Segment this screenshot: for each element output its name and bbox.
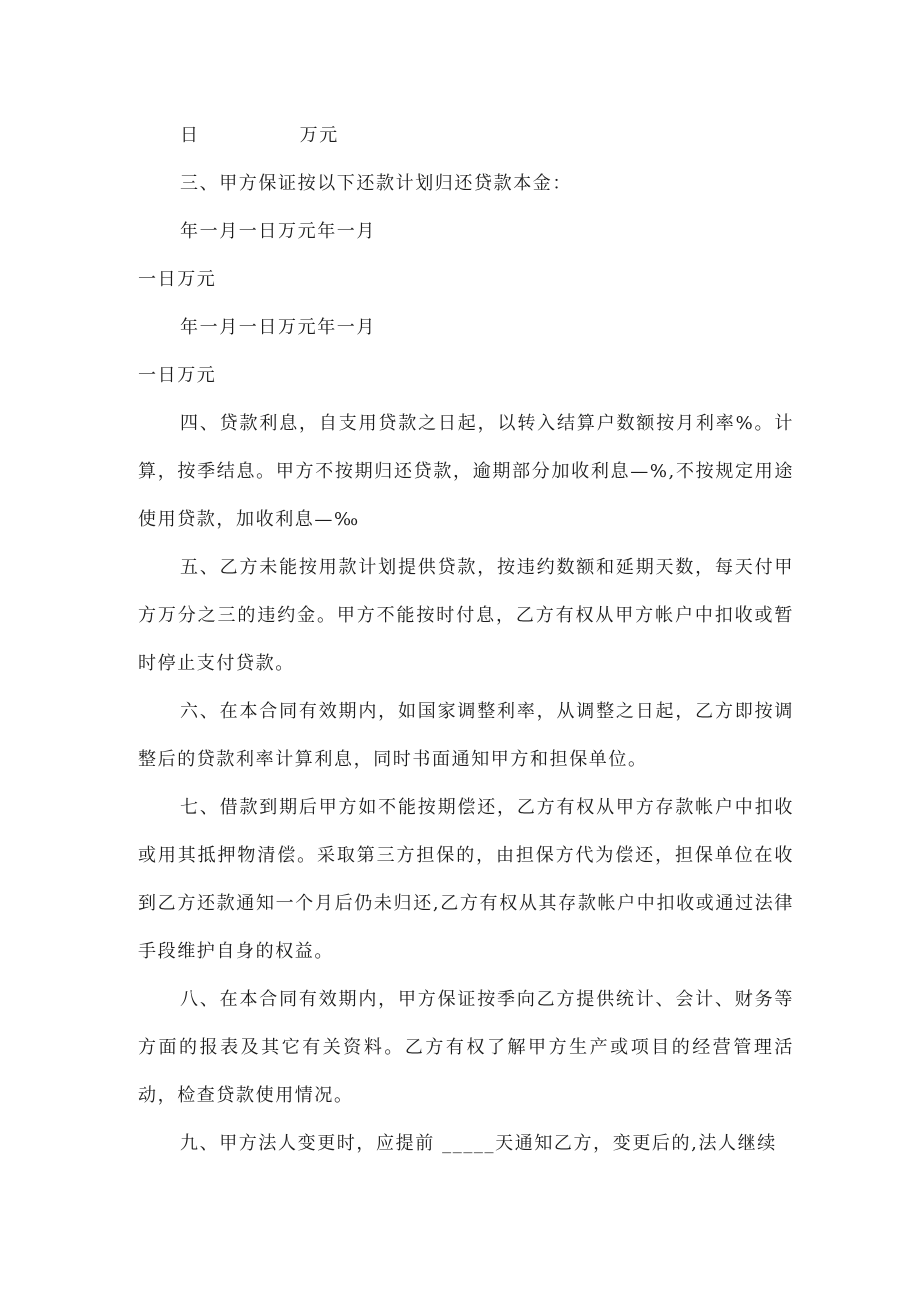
paragraph-6-rate-adjustment: 六、在本合同有效期内，如国家调整利率，从调整之日起，乙方即按调整后的贷款利率计算利息，同时书面通知甲方和担保单位。 [138, 701, 794, 770]
paragraph-7-repayment: 七、借款到期后甲方如不能按期偿还，乙方有权从甲方存款帐户中扣收或用其抵押物清偿。采取第三方担保的，由担保方代为偿还，担保单位在收到乙方还款通知一个月后仍未归还,乙方有权从其存款帐户中扣收或通过法律手段维护自身的权益。 [138, 797, 794, 962]
top-line-day: 日 [180, 125, 200, 146]
schedule-row-1-b: 一日万元 [138, 269, 217, 290]
schedule-row-2-b: 一日万元 [138, 365, 217, 386]
document-page [138, 112, 794, 1168]
top-line-amount: 万元 [299, 125, 339, 146]
paragraph-4-interest: 四、贷款利息，自支用贷款之日起，以转入结算户数额按月利率%。计算，按季结息。甲方不按期归还贷款，逾期部分加收利息—%,不按规定用途使用贷款，加收利息—‰ [138, 413, 794, 530]
paragraph-5-penalty: 五、乙方未能按用款计划提供贷款，按违约数额和延期天数，每天付甲方万分之三的违约金。甲方不能按时付息，乙方有权从甲方帐户中扣收或暂时停止支付贷款。 [138, 557, 794, 674]
schedule-row-1-a: 年一月一日万元年一月 [180, 221, 376, 242]
top-line [138, 112, 794, 160]
paragraph-8-reporting: 八、在本合同有效期内，甲方保证按季向乙方提供统计、会计、财务等方面的报表及其它有关资料。乙方有权了解甲方生产或项目的经营管理活动，检查贷款使用情况。 [138, 989, 794, 1106]
paragraph-9-legal-change: 九、甲方法人变更时，应提前 _____天通知乙方，变更后的,法人继续 [180, 1133, 777, 1154]
section-3-heading: 三、甲方保证按以下还款计划归还贷款本金： [180, 173, 572, 194]
schedule-row-2-a: 年一月一日万元年一月 [180, 317, 376, 338]
